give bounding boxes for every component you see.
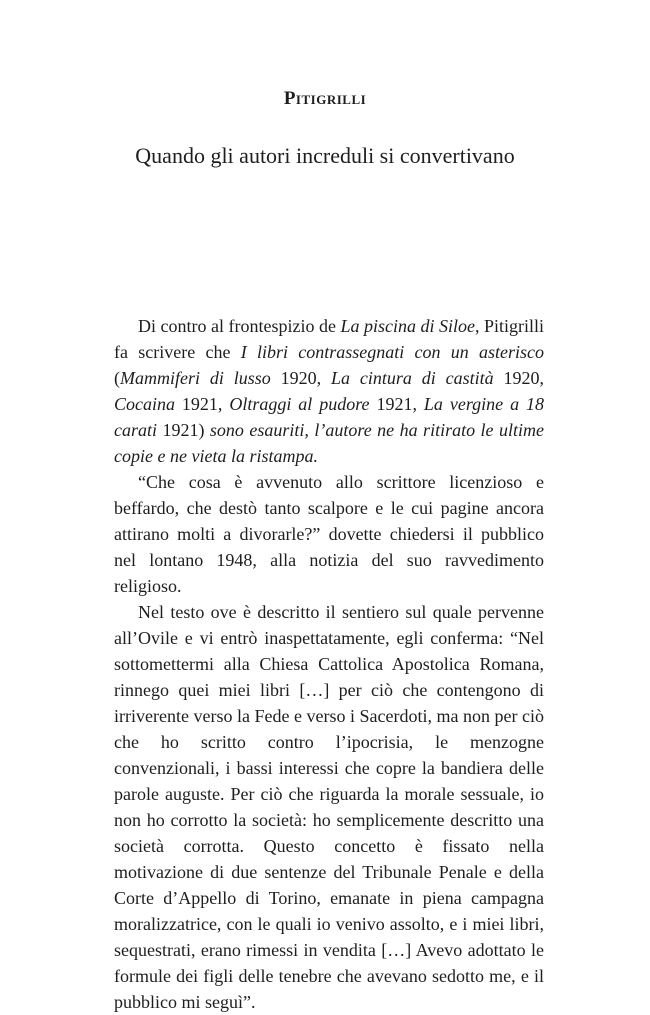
p1-text-5: 1920,: [493, 368, 544, 388]
p1-text-2: , Pitigrilli fa scrivere che: [114, 316, 544, 362]
p1-italic-1: La piscina di Siloe: [340, 316, 475, 336]
p1-italic-4: La cintura di castità: [331, 368, 494, 388]
paragraph-3: Nel testo ove è descritto il sentiero sul quale pervenne all’Ovile e vi entrò inaspettatamente, egli conferma: “Nel sottomettermi alla Chiesa Cattolica Apostolica Romana, rinnego quei miei libri […] per ciò che contengono di irriverente verso la Fede e verso i Sacerdoti, ma non per ciò che ho scritto contro l’ipocrisia, le menzogne convenzionali, i bassi interessi che copre la bandiera delle parole auguste. Per ciò che riguarda la morale sessuale, io non ho corrotto la società: ho semplicemente descritto una società corrotta. Questo concetto è fissato nella motivazione di due sentenze del Tribunale Penale e della Corte d’Appello di Torino, emanate in piena campagna moralizzatrice, con le quali io venivo assolto, e i miei libri, sequestrati, erano rimessi in vendita […] Avevo adottato le formule dei figli delle tenebre che avevano sedotto me, e il pubblico mi seguì”.: [114, 602, 544, 1012]
p1-italic-5: Cocaina: [114, 394, 175, 414]
paragraph-1: [114, 313, 544, 469]
p1-text-8: 1921): [157, 420, 210, 440]
chapter-title: Quando gli autori increduli si convertivano: [135, 143, 515, 168]
p1-text-1: Di contro al frontespizio de: [138, 316, 341, 336]
p1-text-7: 1921,: [369, 394, 424, 414]
chapter-body: [114, 313, 544, 1015]
p1-italic-7: La vergine a 18 carati: [114, 394, 544, 440]
paragraph-2: “Che cosa è avvenuto allo scrittore licenzioso e beffardo, che destò tanto scalpore e le cui pagine ancora attirano molti a divorarle?” dovette chiedersi il pubblico nel lontano 1948, alla notizia del suo ravvedimento religioso.: [114, 472, 544, 596]
p1-italic-2: I libri contrassegnati con un asterisco: [240, 342, 544, 362]
chapter-author: Pitigrilli: [283, 88, 367, 109]
p1-text-3: (: [114, 368, 120, 388]
p1-italic-6: Oltraggi al pudore: [229, 394, 370, 414]
p1-text-4: 1920,: [270, 368, 331, 388]
p1-italic-8: sono esauriti, l’autore ne ha ritirato le ultime copie e ne vieta la ristampa.: [114, 420, 544, 466]
p1-italic-3: Mammiferi di lusso: [120, 368, 271, 388]
p1-text-6: 1921,: [175, 394, 230, 414]
